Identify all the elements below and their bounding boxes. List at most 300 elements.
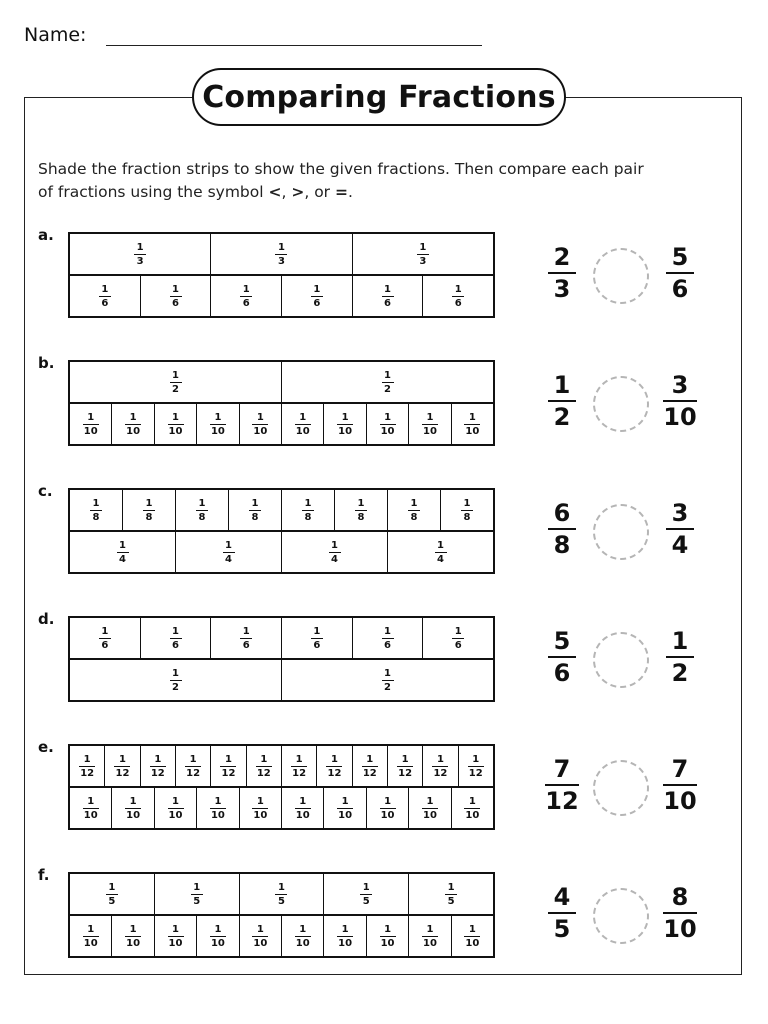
fraction-denominator: 6 (454, 639, 462, 651)
fraction-numerator: 1 (189, 753, 197, 765)
fraction-strip-cell[interactable] (104, 746, 139, 786)
unit-fraction (291, 754, 307, 779)
fraction-strip-cell[interactable] (70, 276, 140, 316)
unit-fraction (83, 796, 99, 821)
fraction-numerator: 1 (256, 795, 264, 807)
fraction-strip-cell[interactable] (366, 788, 408, 828)
fraction-denominator: 10 (663, 787, 697, 815)
fraction-bar (168, 936, 184, 937)
fraction-strip-cell[interactable] (408, 788, 450, 828)
right-fraction (658, 628, 702, 686)
fraction-denominator: 6 (313, 297, 321, 309)
fraction-denominator: 12 (545, 787, 579, 815)
fraction-denominator: 10 (253, 425, 268, 437)
fraction-denominator: 10 (338, 937, 353, 949)
unit-fraction (223, 540, 235, 565)
fraction-strip-cell[interactable] (281, 276, 352, 316)
unit-fraction (464, 796, 480, 821)
fraction-strip-cell[interactable] (352, 276, 423, 316)
unit-fraction (362, 754, 378, 779)
fraction-numerator: 1 (145, 497, 153, 509)
fraction-bar (337, 936, 353, 937)
fraction-numerator: 1 (172, 369, 179, 381)
fraction-denominator: 8 (145, 511, 153, 523)
fraction-strip-cell[interactable] (70, 874, 154, 914)
fraction-strip-cell[interactable] (210, 618, 281, 658)
less-than-symbol: < (268, 183, 282, 201)
problem-label: a. (38, 226, 54, 244)
fraction-strip-cell[interactable] (387, 532, 493, 572)
fraction-strip-cell[interactable] (334, 490, 387, 530)
fraction-bar (125, 936, 141, 937)
fraction-denominator: 6 (313, 639, 321, 651)
fraction-bar (666, 528, 694, 530)
fraction-strip-cell[interactable] (196, 404, 238, 444)
fraction-strip-cell[interactable] (387, 490, 440, 530)
fraction-bar (185, 766, 201, 767)
unit-fraction (417, 242, 429, 267)
unit-fraction (337, 412, 353, 437)
fraction-bar (452, 638, 464, 639)
worksheet-title: Comparing Fractions (192, 68, 566, 126)
fraction-denominator: 10 (422, 425, 437, 437)
unit-fraction (329, 540, 341, 565)
fraction-denominator: 12 (468, 767, 483, 779)
fraction-strip-cell[interactable] (281, 532, 387, 572)
fraction-strip-cell[interactable] (70, 234, 210, 274)
fraction-numerator: 1 (256, 923, 264, 935)
unit-fraction (185, 754, 201, 779)
fraction-denominator: 12 (115, 767, 130, 779)
fraction-strip-top (68, 232, 495, 276)
fraction-numerator: 1 (341, 411, 349, 423)
fraction-numerator: 1 (410, 497, 418, 509)
fraction-strip-cell[interactable] (408, 404, 450, 444)
fraction-denominator: 10 (465, 425, 480, 437)
fraction-numerator: 7 (553, 755, 571, 783)
unit-fraction (422, 412, 438, 437)
fraction-strip-cell[interactable] (246, 746, 281, 786)
fraction-strip-cell[interactable] (422, 276, 493, 316)
fraction-bar (360, 894, 372, 895)
fraction-strip-cell[interactable] (70, 362, 281, 402)
fraction-numerator: 1 (304, 497, 312, 509)
fraction-strip-cell[interactable] (458, 746, 493, 786)
fraction-numerator: 1 (384, 411, 392, 423)
unit-fraction (168, 924, 184, 949)
fraction-numerator: 1 (331, 539, 338, 551)
left-fraction (540, 244, 584, 302)
fraction-strip-cell[interactable] (281, 788, 323, 828)
fraction-numerator: 1 (468, 795, 476, 807)
fraction-denominator: 12 (327, 767, 342, 779)
fraction-numerator: 1 (671, 627, 689, 655)
fraction-strip-cell[interactable] (175, 746, 210, 786)
fraction-numerator: 1 (313, 283, 321, 295)
fraction-bar (295, 936, 311, 937)
unit-fraction (106, 882, 118, 907)
fraction-denominator: 4 (119, 553, 126, 565)
fraction-numerator: 1 (119, 539, 126, 551)
fraction-denominator: 12 (80, 767, 95, 779)
fraction-bar (191, 894, 203, 895)
fraction-denominator: 5 (447, 895, 455, 907)
fraction-strip-cell[interactable] (196, 916, 238, 956)
fraction-numerator: 1 (384, 667, 391, 679)
fraction-numerator: 1 (87, 923, 95, 935)
fraction-bar (170, 382, 182, 383)
fraction-numerator: 1 (278, 241, 285, 253)
fraction-denominator: 10 (253, 809, 268, 821)
unit-fraction (191, 882, 203, 907)
fraction-bar (106, 894, 118, 895)
fraction-bar (295, 424, 311, 425)
fraction-strip-cell[interactable] (175, 490, 228, 530)
unit-fraction (337, 924, 353, 949)
fraction-bar (275, 254, 287, 255)
fraction-bar (117, 552, 129, 553)
fraction-strip-cell[interactable] (323, 874, 408, 914)
fraction-denominator: 4 (437, 553, 444, 565)
fraction-strip-cell[interactable] (281, 362, 493, 402)
fraction-bar (545, 784, 579, 786)
fraction-numerator: 1 (256, 411, 264, 423)
unit-fraction (326, 754, 342, 779)
fraction-numerator: 1 (447, 881, 455, 893)
fraction-strip-cell[interactable] (352, 234, 493, 274)
fraction-numerator: 6 (553, 499, 571, 527)
fraction-numerator: 1 (172, 411, 179, 423)
unit-fraction (220, 754, 236, 779)
fraction-strip-cell[interactable] (323, 788, 365, 828)
fraction-strip-cell[interactable] (281, 404, 323, 444)
fraction-denominator: 8 (92, 511, 100, 523)
comparison-circle[interactable] (593, 760, 649, 816)
fraction-numerator: 1 (341, 795, 349, 807)
fraction-numerator: 1 (129, 923, 137, 935)
fraction-strip-cell[interactable] (70, 746, 104, 786)
fraction-denominator: 8 (463, 511, 471, 523)
fraction-denominator: 2 (172, 681, 179, 693)
fraction-numerator: 1 (172, 667, 179, 679)
fraction-numerator: 1 (214, 795, 222, 807)
unit-fraction (445, 882, 457, 907)
unit-fraction (170, 626, 182, 651)
fraction-numerator: 1 (299, 923, 307, 935)
fraction-denominator: 8 (251, 511, 259, 523)
unit-fraction (210, 412, 226, 437)
fraction-bar (170, 680, 182, 681)
fraction-bar (170, 638, 182, 639)
fraction-bar (220, 766, 236, 767)
fraction-denominator: 12 (150, 767, 165, 779)
fraction-strip-cell[interactable] (154, 404, 196, 444)
fraction-strip-cell[interactable] (70, 788, 111, 828)
fraction-numerator: 7 (671, 755, 689, 783)
fraction-strip-cell[interactable] (451, 916, 493, 956)
greater-than-symbol: > (291, 183, 305, 201)
fraction-numerator: 1 (401, 753, 409, 765)
fraction-strip-cell[interactable] (323, 404, 365, 444)
fraction-bar (666, 272, 694, 274)
fraction-strip-cell[interactable] (422, 746, 457, 786)
fraction-denominator: 4 (671, 531, 689, 559)
fraction-denominator: 5 (193, 895, 201, 907)
unit-fraction (355, 498, 367, 523)
right-fraction (658, 500, 702, 558)
unit-fraction (240, 284, 252, 309)
fraction-strip-cell[interactable] (281, 746, 316, 786)
fraction-strip-cell[interactable] (228, 490, 281, 530)
fraction-numerator: 1 (242, 283, 250, 295)
fraction-bar (83, 936, 99, 937)
fraction-bar (114, 766, 130, 767)
fraction-bar (663, 784, 697, 786)
fraction-strip-cell[interactable] (451, 788, 493, 828)
unit-fraction (99, 284, 111, 309)
unit-fraction (382, 284, 394, 309)
fraction-numerator: 1 (341, 923, 349, 935)
fraction-bar (302, 510, 314, 511)
fraction-denominator: 6 (384, 639, 391, 651)
unit-fraction (117, 540, 129, 565)
unit-fraction (210, 924, 226, 949)
fraction-strip-cell[interactable] (210, 746, 245, 786)
unit-fraction (311, 284, 323, 309)
fraction-bar (252, 808, 268, 809)
fraction-numerator: 1 (225, 539, 232, 551)
fraction-strip-bottom (68, 530, 495, 574)
fraction-numerator: 1 (384, 625, 391, 637)
fraction-strip-cell[interactable] (70, 618, 140, 658)
fraction-bar (468, 766, 484, 767)
fraction-denominator: 6 (101, 297, 109, 309)
fraction-bar (382, 638, 394, 639)
fraction-denominator: 8 (553, 531, 571, 559)
fraction-bar (382, 680, 394, 681)
unit-fraction (99, 626, 111, 651)
problem-label: d. (38, 610, 55, 628)
unit-fraction (397, 754, 413, 779)
comparison-circle[interactable] (593, 888, 649, 944)
fraction-bar (252, 936, 268, 937)
fraction-numerator: 1 (366, 753, 374, 765)
fraction-strip-cell[interactable] (154, 788, 196, 828)
comparison-circle[interactable] (593, 376, 649, 432)
fraction-bar (548, 272, 576, 274)
fraction-denominator: 10 (168, 425, 183, 437)
fraction-strip-cell[interactable] (281, 660, 493, 700)
fraction-strip-cell[interactable] (281, 916, 323, 956)
fraction-strip-cell[interactable] (140, 618, 211, 658)
fraction-denominator: 5 (553, 915, 571, 943)
fraction-denominator: 10 (83, 809, 98, 821)
fraction-strip-cell[interactable] (154, 916, 196, 956)
unit-fraction (295, 412, 311, 437)
fraction-strip-cell[interactable] (210, 234, 351, 274)
fraction-bar (663, 400, 697, 402)
unit-fraction (83, 924, 99, 949)
fraction-strip-cell[interactable] (111, 788, 153, 828)
fraction-bar (380, 936, 396, 937)
fraction-denominator: 2 (384, 383, 391, 395)
fraction-strip-cell[interactable] (408, 874, 493, 914)
comparison-circle[interactable] (593, 504, 649, 560)
fraction-numerator: 1 (454, 283, 462, 295)
fraction-strip-cell[interactable] (70, 532, 175, 572)
fraction-strip-cell[interactable] (175, 532, 281, 572)
fraction-strip-cell[interactable] (140, 276, 211, 316)
fraction-denominator: 12 (256, 767, 271, 779)
fraction-denominator: 10 (295, 937, 310, 949)
fraction-strip-cell[interactable] (281, 618, 352, 658)
fraction-denominator: 10 (663, 915, 697, 943)
fraction-numerator: 1 (468, 411, 476, 423)
fraction-strip-cell[interactable] (451, 404, 493, 444)
unit-fraction (275, 242, 287, 267)
fraction-bar (196, 510, 208, 511)
fraction-bar (83, 424, 99, 425)
unit-fraction (408, 498, 420, 523)
fraction-denominator: 10 (210, 809, 225, 821)
fraction-denominator: 10 (126, 937, 141, 949)
fraction-denominator: 6 (172, 297, 179, 309)
unit-fraction (83, 412, 99, 437)
fraction-denominator: 10 (126, 425, 141, 437)
fraction-bar (380, 424, 396, 425)
fraction-strip-cell[interactable] (352, 746, 387, 786)
unit-fraction (125, 796, 141, 821)
fraction-numerator: 1 (295, 753, 303, 765)
fraction-strip-cell[interactable] (281, 490, 334, 530)
fraction-denominator: 10 (253, 937, 268, 949)
fraction-numerator: 1 (92, 497, 100, 509)
fraction-numerator: 1 (119, 753, 126, 765)
fraction-strip-cell[interactable] (239, 874, 324, 914)
fraction-strip-cell[interactable] (366, 916, 408, 956)
fraction-bar (99, 638, 111, 639)
unit-fraction (170, 284, 182, 309)
fraction-denominator: 6 (242, 297, 250, 309)
fraction-bar (240, 296, 252, 297)
comparison-circle[interactable] (593, 632, 649, 688)
fraction-numerator: 1 (384, 369, 391, 381)
fraction-strip-cell[interactable] (352, 618, 423, 658)
instructions-line-1: Shade the fraction strips to show the given fractions. Then compare each pair (38, 160, 644, 178)
fraction-strip-cell[interactable] (196, 788, 238, 828)
unit-fraction (452, 284, 464, 309)
fraction-bar (210, 808, 226, 809)
fraction-numerator: 1 (136, 241, 144, 253)
fraction-numerator: 1 (299, 411, 307, 423)
fraction-strip-cell[interactable] (70, 916, 111, 956)
fraction-bar (99, 296, 111, 297)
problem-label: e. (38, 738, 54, 756)
fraction-numerator: 1 (362, 881, 370, 893)
fraction-strip-cell[interactable] (70, 490, 122, 530)
fraction-strip-cell[interactable] (316, 746, 351, 786)
fraction-strip-cell[interactable] (140, 746, 175, 786)
unit-fraction (295, 796, 311, 821)
fraction-bar (432, 766, 448, 767)
fraction-denominator: 12 (362, 767, 377, 779)
unit-fraction (422, 924, 438, 949)
fraction-bar (168, 424, 184, 425)
fraction-strip-cell[interactable] (440, 490, 493, 530)
unit-fraction (125, 412, 141, 437)
fraction-bar (170, 296, 182, 297)
fraction-bar (435, 552, 447, 553)
fraction-strip-top (68, 360, 495, 404)
fraction-bar (311, 638, 323, 639)
unit-fraction (311, 626, 323, 651)
unit-fraction (252, 924, 268, 949)
fraction-numerator: 1 (468, 923, 476, 935)
name-input-line[interactable] (106, 45, 482, 46)
fraction-denominator: 12 (433, 767, 448, 779)
fraction-strip-cell[interactable] (122, 490, 175, 530)
comparison-circle[interactable] (593, 248, 649, 304)
fraction-denominator: 10 (168, 937, 183, 949)
fraction-denominator: 6 (454, 297, 462, 309)
fraction-strip-cell[interactable] (239, 404, 281, 444)
fraction-bar (249, 510, 261, 511)
fraction-denominator: 10 (210, 937, 225, 949)
fraction-denominator: 2 (384, 681, 391, 693)
fraction-strip-cell[interactable] (70, 404, 111, 444)
fraction-numerator: 1 (129, 795, 137, 807)
fraction-denominator: 6 (242, 639, 250, 651)
left-fraction (540, 884, 584, 942)
fraction-denominator: 8 (304, 511, 312, 523)
fraction-strip-cell[interactable] (70, 660, 281, 700)
fraction-denominator: 10 (465, 937, 480, 949)
fraction-strip-cell[interactable] (239, 788, 281, 828)
fraction-numerator: 1 (87, 795, 95, 807)
unit-fraction (461, 498, 473, 523)
fraction-strip-cell[interactable] (111, 916, 153, 956)
fraction-strip-cell[interactable] (408, 916, 450, 956)
fraction-denominator: 10 (168, 809, 183, 821)
fraction-strip-cell[interactable] (387, 746, 422, 786)
unit-fraction (252, 796, 268, 821)
fraction-strip-cell[interactable] (239, 916, 281, 956)
fraction-denominator: 4 (331, 553, 338, 565)
fraction-strip-cell[interactable] (366, 404, 408, 444)
fraction-strip-cell[interactable] (323, 916, 365, 956)
fraction-strip-cell[interactable] (422, 618, 493, 658)
fraction-bar (417, 254, 429, 255)
fraction-bar (408, 510, 420, 511)
fraction-strip-cell[interactable] (154, 874, 239, 914)
fraction-bar (663, 912, 697, 914)
fraction-strip-bottom (68, 914, 495, 958)
unit-fraction (468, 754, 484, 779)
fraction-strip-cell[interactable] (210, 276, 281, 316)
fraction-denominator: 3 (136, 255, 144, 267)
fraction-bar (382, 296, 394, 297)
fraction-numerator: 1 (242, 625, 250, 637)
unit-fraction (302, 498, 314, 523)
fraction-strip-cell[interactable] (111, 404, 153, 444)
unit-fraction (90, 498, 102, 523)
fraction-numerator: 1 (214, 923, 222, 935)
fraction-bar (311, 296, 323, 297)
fraction-bar (397, 766, 413, 767)
fraction-strip-top (68, 872, 495, 916)
unit-fraction (196, 498, 208, 523)
right-fraction (658, 884, 702, 942)
